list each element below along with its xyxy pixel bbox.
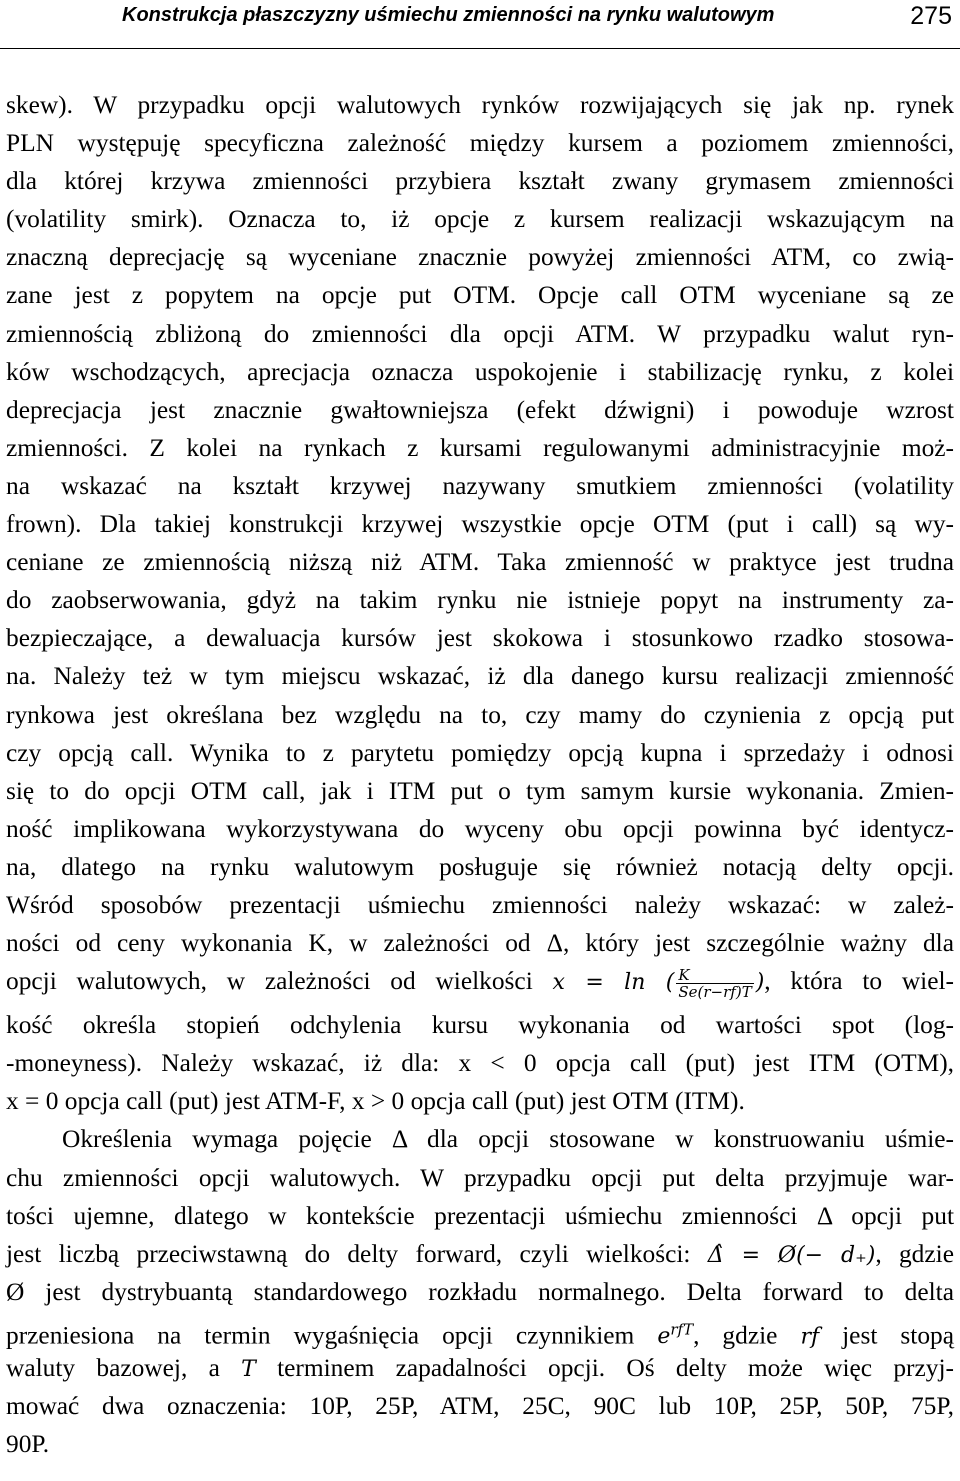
delta-line-after: , gdzie	[875, 1239, 954, 1268]
log-moneyness-formula-rhs: )	[755, 970, 765, 996]
text-line: skew). W przypadku opcji walutowych rynków rozwijających się jak np. rynek	[6, 91, 954, 119]
text-line: rynkowa jest określana bez względu na to, czy mamy do czynienia z opcją put	[6, 700, 954, 729]
text-line: PLN występuję specyficzna zależność między kursem a poziomem zmienności,	[6, 129, 954, 158]
formula-line-after: , która to wiel-	[764, 967, 954, 996]
log-moneyness-formula-lhs: x = ln (	[552, 970, 675, 996]
running-header	[0, 0, 960, 49]
fraction-denominator: Se(r−rf)T	[678, 982, 752, 1001]
delta-formula: Δ̂ = Ø(− d₊)	[707, 1242, 876, 1268]
log-moneyness-fraction	[676, 967, 753, 1000]
factor-line-middle: , gdzie	[693, 1321, 778, 1350]
text-line: Ø jest dystrybuantą standardowego rozkładu normalnego. Delta forward to delta	[6, 1277, 954, 1306]
term-line-after: terminem zapadalności opcji. Oś delty może więc przyj-	[277, 1354, 954, 1382]
text-line: 90P.	[6, 1430, 50, 1459]
text-line: chu zmienności opcji walutowych. W przypadku opcji put delta przyjmuje war-	[6, 1163, 954, 1192]
t-symbol: T	[241, 1357, 256, 1382]
text-line: kość określa stopień odchylenia kursu wykonania od wartości spot (log-	[6, 1011, 954, 1040]
text-line: ceniane ze zmiennością niższą niż ATM. Taka zmienność w praktyce jest trudna	[6, 548, 954, 577]
text-line: zmienności. Z kolei na rynkach z kursami regulowanymi administracyjnie moż-	[6, 433, 954, 462]
text-line: dla której krzywa zmienności przybiera kształt zwany grymasem zmienności	[6, 167, 954, 196]
factor-line	[6, 1311, 954, 1349]
running-title: Konstrukcja płaszczyzny uśmiechu zmienności na rynku walutowym	[122, 4, 775, 26]
rf-symbol: rf	[800, 1324, 820, 1350]
factor-base: e	[657, 1324, 671, 1350]
text-line: się to do opcji OTM call, jak i ITM put o tym samym kursie wykonania. Zmien-	[6, 776, 954, 805]
factor-formula	[657, 1320, 694, 1350]
text-line: do zaobserwowania, gdyż na takim rynku nie istnieje popyt na instrumenty za-	[6, 586, 954, 615]
text-line: zmiennością zbliżoną do zmienności dla opcji ATM. W przypadku walut ryn-	[6, 319, 954, 348]
text-line: zane jest z popytem na opcje put OTM. Opcje call OTM wyceniane są ze	[6, 281, 954, 310]
text-line: ków wschodzących, aprecjacja oznacza uspokojenie i stabilizację rynku, z kolei	[6, 357, 954, 386]
text-line: na wskazać na kształt krzywej nazywany smutkiem zmienności (volatility	[6, 471, 954, 500]
text-line: ności od ceny wykonania K, w zależności od Δ, który jest szczególnie ważny dla	[6, 929, 954, 958]
fraction-numerator: K	[676, 967, 753, 984]
text-line: deprecjacja jest znacznie gwałtowniejsza (efekt dźwigni) i powoduje wzrost	[6, 395, 954, 424]
text-line: na, dlatego na rynku walutowym posługuje się również notacją delty opcji.	[6, 852, 954, 881]
text-line: Wśród sposobów prezentacji uśmiechu zmienności należy wskazać: w zależ-	[6, 890, 954, 919]
text-line: frown). Dla takiej konstrukcji krzywej wszystkie opcje OTM (put i call) są wy-	[6, 510, 954, 539]
text-line: x = 0 opcja call (put) jest ATM-F, x > 0 opcja call (put) jest OTM (ITM).	[6, 1087, 745, 1116]
term-line-before: waluty bazowej, a	[6, 1354, 220, 1382]
body-text	[6, 86, 954, 1463]
page-number: 275	[910, 2, 952, 30]
text-line: -moneyness). Należy wskazać, iż dla: x < 0 opcja call (put) jest ITM (OTM),	[6, 1049, 954, 1078]
formula-line-before: opcji walutowych, w zależności od wielkości	[6, 967, 533, 996]
factor-line-before: przeniesiona na termin wygaśnięcia opcji czynnikiem	[6, 1321, 635, 1350]
text-line: Określenia wymaga pojęcie Δ dla opcji stosowane w konstruowaniu uśmie-	[62, 1125, 954, 1154]
text-line: ność implikowana wykorzystywana do wyceny obu opcji powinna być identycz-	[6, 814, 954, 843]
text-line: bezpieczające, a dewaluacja kursów jest skokowa i stosunkowo rzadko stosowa-	[6, 624, 954, 653]
text-line: (volatility smirk). Oznacza to, iż opcje z kursem realizacji wskazującym na	[6, 205, 954, 234]
text-line: mować dwa oznaczenia: 10P, 25P, ATM, 25C, 90C lub 10P, 25P, 50P, 75P,	[6, 1392, 954, 1421]
delta-line	[6, 1235, 954, 1273]
text-line: znaczną deprecjację są wyceniane znacznie powyżej zmienności ATM, co zwią-	[6, 243, 954, 272]
factor-line-after: jest stopą	[842, 1321, 954, 1350]
delta-line-before: jest liczbą przeciwstawną do delty forward, czyli wielkości:	[6, 1239, 691, 1268]
text-line: czy opcją call. Wynika to z parytetu pomiędzy opcją kupna i sprzedaży i odnosi	[6, 738, 954, 767]
formula-line	[6, 962, 954, 1006]
text-line: tości ujemne, dlatego w kontekście prezentacji uśmiechu zmienności Δ opcji put	[6, 1201, 954, 1230]
term-line	[6, 1349, 954, 1387]
text-line: na. Należy też w tym miejscu wskazać, iż dla danego kursu realizacji zmienność	[6, 662, 954, 691]
factor-exponent: rfT	[670, 1320, 694, 1339]
